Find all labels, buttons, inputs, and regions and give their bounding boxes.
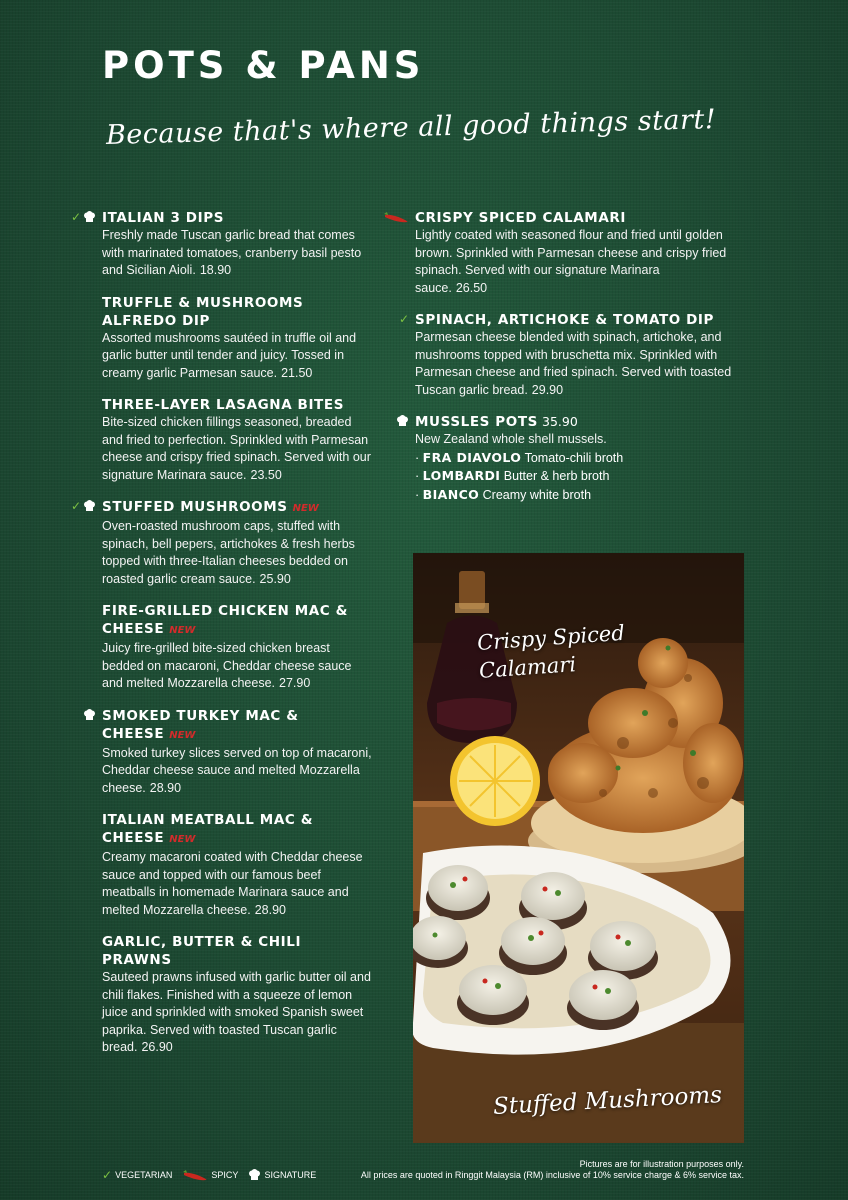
item-name: GARLIC, BUTTER & CHILI PRAWNS [102,934,302,968]
chef-hat-icon [83,709,96,721]
chili-pepper-icon [383,211,409,223]
item-price: 35.90 [542,414,578,429]
item-description: Sauteed prawns infused with garlic butter oil and chili flakes. Finished with a squeeze of lemon juice and sprinkled with smoked Spanish sweet paprika. Served with toasted Tuscan garlic bread. 26.90 [102,970,371,1054]
footer-note-pictures: Pictures are for illustration purposes only. [579,1159,744,1169]
item-name: FIRE-GRILLED CHICKEN MAC & CHEESE NEW [102,603,348,637]
legend-label: VEGETARIAN [115,1170,173,1180]
legend-spicy [182,1169,238,1181]
menu-item [102,294,372,383]
legend-label: SPICY [211,1170,239,1180]
vegetarian-check-icon: ✓ [70,210,81,224]
item-name: TRUFFLE & MUSHROOMS ALFREDO DIP [102,294,304,329]
item-icons [71,211,96,223]
vegetarian-check-icon: ✓ [102,1168,113,1182]
variant-description: Tomato-chili broth [524,450,624,465]
item-name: THREE-LAYER LASAGNA BITES [102,397,345,413]
item-description: Parmesan cheese blended with spinach, artichoke, and mushrooms topped with bruschetta mix. Sprinkled with Parmesan cheese and fried spinach. Served with toasted Tuscan garlic bread. 29.90 [415,330,732,397]
item-icons [396,415,409,427]
item-name: ITALIAN 3 DIPS [102,210,225,226]
new-badge: NEW [169,834,196,845]
item-description: Assorted mushrooms sautéed in truffle oil and garlic butter until tender and juicy. Tossed in creamy garlic Parmesan sauce. 21.50 [102,330,357,380]
item-description: Juicy fire-grilled bite-sized chicken breast bedded on macaroni, Cheddar cheese sauce and melted Mozzarella cheese. 27.90 [102,641,352,690]
item-name: SPINACH, ARTICHOKE & TOMATO DIP [415,312,715,328]
item-icons [83,709,96,721]
new-badge: NEW [292,503,319,514]
menu-item [415,209,735,297]
variant-name: BIANCO [422,486,480,502]
menu-item [70,209,372,280]
chef-hat-icon [396,415,409,427]
page-title: POTS & PANS [102,44,425,87]
item-price: 21.50 [281,365,313,380]
item-name: SMOKED TURKEY MAC & CHEESE NEW [102,707,299,742]
footer-note-prices: All prices are quoted in Ringgit Malaysia (RM) inclusive of 10% service charge & 6% service tax. [360,1170,744,1180]
new-badge: NEW [169,625,196,636]
item-name: STUFFED MUSHROOMS NEW [102,499,319,515]
food-photo [413,553,744,1143]
variant-item: · BIANCO Creamy white broth [415,486,592,502]
item-icons [71,500,96,512]
menu-column-left [70,209,372,1071]
item-description: Lightly coated with seasoned flour and fried until golden brown. Sprinkled with Parmesan cheese and crispy fried spinach. Served with our signature Marinara sauce. 26.50 [415,228,727,295]
menu-item [102,933,372,1057]
item-description: New Zealand whole shell mussels. [415,432,607,446]
photo-caption-mushrooms: Stuffed Mushrooms [492,1082,723,1120]
variant-item: · FRA DIAVOLO Tomato-chili broth [415,449,624,465]
variant-name: LOMBARDI [422,468,501,483]
photo-caption-calamari: Crispy Spiced Calamari [476,620,626,683]
menu-item [398,311,735,399]
chili-pepper-icon [182,1169,208,1181]
menu-item [102,707,372,798]
item-price: 26.90 [141,1040,173,1054]
item-price: 26.50 [455,280,488,295]
item-price: 23.50 [250,467,282,482]
menu-item [102,811,372,919]
tagline: Because that's where all good things start! [105,104,717,151]
item-price: 29.90 [531,382,564,397]
menu-item [415,413,735,504]
item-name: MUSSLES POTS 35.90 [415,414,578,430]
item-name: ITALIAN MEATBALL MAC & CHEESE NEW [102,812,314,846]
variant-item: · LOMBARDI Butter & herb broth [415,468,610,483]
legend-vegetarian [102,1169,172,1181]
menu-item [70,498,372,588]
menu-item [102,396,372,484]
vegetarian-check-icon: ✓ [70,499,81,513]
new-badge: NEW [169,729,196,741]
variant-name: FRA DIAVOLO [422,449,522,465]
item-price: 25.90 [259,571,291,586]
legend-label: SIGNATURE [264,1170,317,1180]
item-description: Bite-sized chicken fillings seasoned, breaded and fried to perfection. Sprinkled with Parmesan cheese and crispy fried spinach. Served with our signature Marinara sauce. 23.50 [102,415,371,482]
legend-signature [248,1169,316,1181]
item-description: Smoked turkey slices served on top of macaroni, Cheddar cheese sauce and melted Mozzarella cheese. 28.90 [102,745,372,795]
chef-hat-icon [83,211,96,223]
item-price: 28.90 [149,780,182,795]
item-description: Freshly made Tuscan garlic bread that comes with marinated tomatoes, cranberry basil pesto and Sicilian Aioli. 18.90 [102,228,362,277]
item-description: Creamy macaroni coated with Cheddar cheese sauce and topped with our famous beef meatballs in homemade Marinara sauce and melted Mozzarella cheese. 28.90 [102,850,363,917]
vegetarian-check-icon: ✓ [398,312,409,326]
item-icons [399,313,409,325]
item-icons [383,211,409,223]
icon-legend [102,1169,326,1181]
footer-note [361,1159,744,1181]
item-price: 27.90 [279,676,311,690]
item-price: 28.90 [254,902,286,917]
variant-description: Creamy white broth [482,487,592,502]
menu-column-right [398,209,735,518]
chef-hat-icon [248,1169,261,1181]
item-name: CRISPY SPICED CALAMARI [415,210,626,226]
item-description: Oven-roasted mushroom caps, stuffed with spinach, bell pepers, artichokes & fresh herbs topped with three-Italian cheeses bedded on roasted garlic cream sauce. 25.90 [102,519,355,586]
menu-item [102,602,372,693]
item-price: 18.90 [199,263,232,277]
variant-description: Butter & herb broth [503,469,610,483]
chef-hat-icon [83,500,96,512]
